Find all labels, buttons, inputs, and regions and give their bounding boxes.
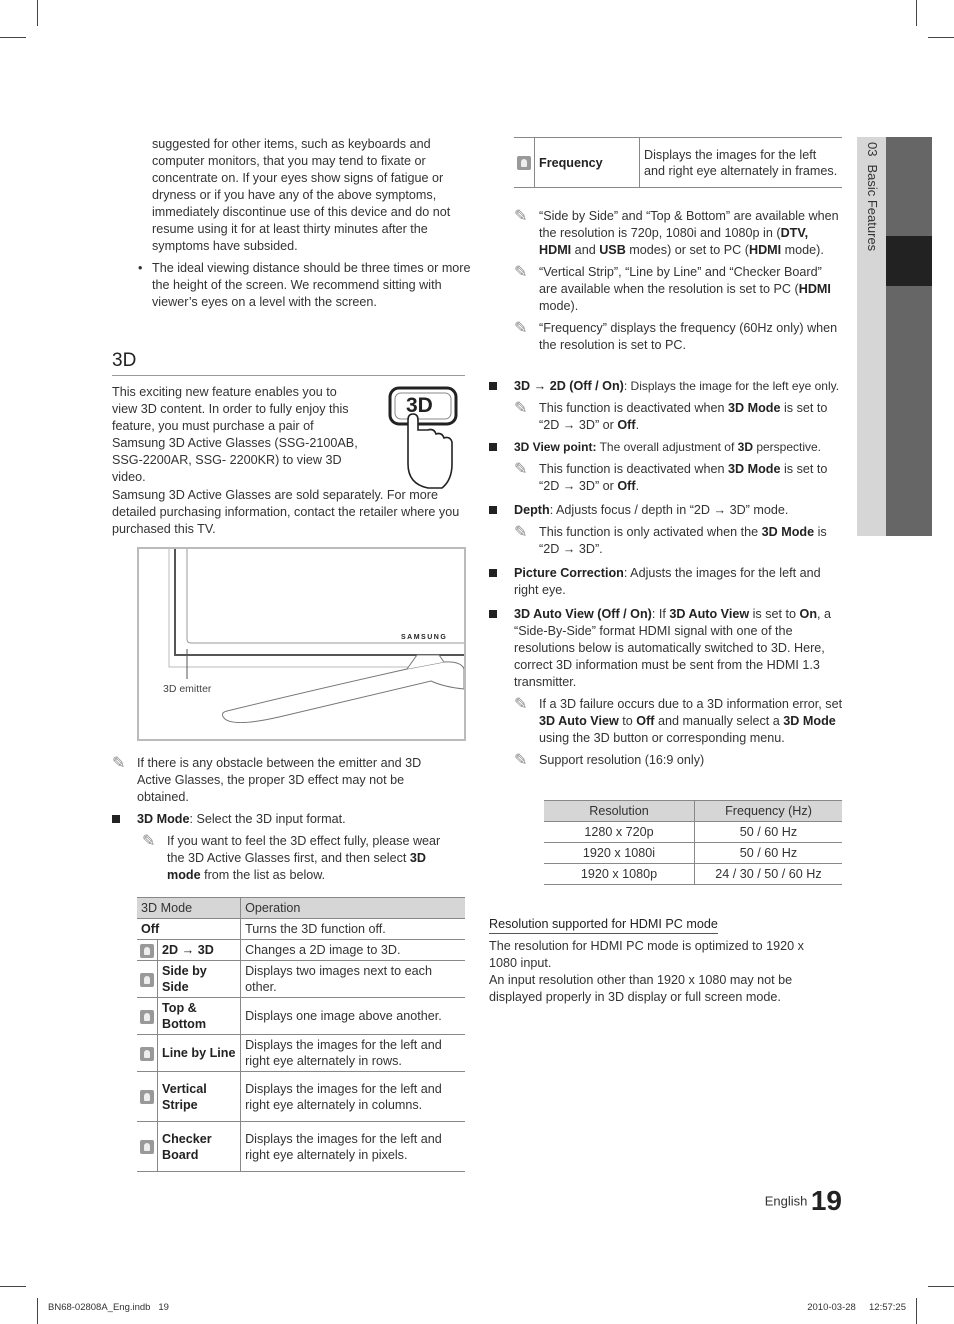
- mode-2d-3d: 2D → 3D: [158, 940, 241, 961]
- hdmi-pc-p1: The resolution for HDMI PC mode is optimized to 1920 x 1080 input.: [489, 939, 804, 970]
- res-cell: 1920 x 1080i: [544, 843, 695, 864]
- resolution-table: [544, 800, 842, 885]
- nav-d: and manually select a: [654, 714, 784, 728]
- res-cell: 1280 x 720p: [544, 822, 695, 843]
- bullet-dot: •: [138, 261, 143, 275]
- item-av-a: : If: [651, 607, 670, 621]
- crop-mark: [0, 1286, 26, 1287]
- mode-side-by-side-op: Displays two images next to each other.: [241, 961, 465, 998]
- nav-c: to: [618, 714, 637, 728]
- 3d-mode-table-wrap: [137, 897, 465, 1172]
- item-picture-correction: [489, 565, 843, 599]
- n2d-d: .: [635, 418, 640, 432]
- hdmi-pc-p2: An input resolution other than 1920 x 1080 may not be displayed properly in 3D display or full screen mode.: [489, 973, 793, 1004]
- note3-text: “Frequency” displays the frequency (60Hz only) when the resolution is set to PC.: [539, 321, 838, 352]
- item-av-d: , a “Side-By-Side” format HDMI signal with one of the resolutions below is automatically switched to 3D. Here, correct 3D information must be sent from the HDMI 1.3 transmitter.: [514, 607, 832, 689]
- pencil-note-icon: ✎: [112, 755, 126, 772]
- table-row: [137, 1122, 465, 1172]
- item-pc-desc: : Adjusts the images for the left and right eye.: [514, 566, 821, 597]
- right-items-block: [489, 378, 843, 769]
- nav-b1: 3D Auto View: [539, 714, 619, 728]
- chapter-title: Basic Features: [865, 164, 880, 252]
- square-bullet-icon: [489, 610, 497, 618]
- bullet-3d-mode: [112, 811, 442, 828]
- pencil-note-icon: ✎: [514, 320, 528, 337]
- feature-description: This exciting new feature enables you to view 3D content. In order to fully enjoy this feature, you must purchase a pair of Samsung 3D Active Glasses (SSG-2100AB, SSG-2200AR, SSG- 2200KR) to view 3D video.: [112, 385, 358, 484]
- table-header-row: [137, 898, 465, 919]
- item-vp-label: 3D View point:: [514, 440, 597, 454]
- nd-b1: 3D Mode: [761, 525, 815, 539]
- pencil-note-icon: ✎: [514, 461, 528, 478]
- freq-cell: 24 / 30 / 50 / 60 Hz: [695, 864, 843, 885]
- table-row: [544, 822, 842, 843]
- nvp-d: .: [635, 479, 640, 493]
- crop-mark: [0, 37, 26, 38]
- res-cell: 1920 x 1080p: [544, 864, 695, 885]
- table-row: [137, 1072, 465, 1122]
- bullet-text: The ideal viewing distance should be three times or more the height of the screen. We recommend sitting with viewer’s eyes on a level with the screen.: [152, 261, 471, 309]
- 3d-button-hand-icon: [384, 384, 464, 494]
- hdmi-pc-title: Resolution supported for HDMI PC mode: [489, 916, 718, 934]
- square-bullet-icon: [112, 815, 120, 823]
- item-vp-a: The overall adjustment of: [596, 440, 738, 454]
- table-row: [514, 138, 842, 188]
- note-wear-bold: 3D mode: [167, 851, 427, 882]
- section-heading-3d: [112, 350, 465, 376]
- crop-mark: [37, 0, 38, 26]
- table-row: [137, 961, 465, 998]
- glasses-sold-text: Samsung 3D Active Glasses are sold separately. For more detailed purchasing information, contact the retailer where you purchased this TV.: [112, 488, 460, 536]
- crop-mark: [928, 1286, 954, 1287]
- item-3d-view-point: [489, 439, 843, 456]
- mode-side-by-side: Side by Side: [158, 961, 241, 998]
- n2d-a: This function is deactivated when: [539, 401, 729, 415]
- note-obstacle: [112, 755, 442, 806]
- intro-continued: [138, 136, 471, 311]
- mode-checker-board: Checker Board: [158, 1122, 241, 1172]
- pencil-note-icon: ✎: [514, 752, 528, 769]
- mode-frequency-op: Displays the images for the left and right eye alternately in frames.: [640, 138, 843, 188]
- table-header-row: [544, 801, 842, 822]
- note-depth: [514, 524, 843, 558]
- right-notes-block: [514, 208, 842, 354]
- header-3d-mode: 3D Mode: [137, 898, 241, 919]
- hdmi-pc-section: [489, 916, 829, 1006]
- note1-b1: DTV, HDMI: [539, 226, 809, 257]
- 3d-mode-label: 3D Mode: [137, 812, 190, 826]
- n2d-b1: 3D Mode: [728, 401, 781, 415]
- note2-a: “Vertical Strip”, “Line by Line” and “Checker Board” are available when the resolution is set to PC (: [539, 265, 822, 296]
- table-row: [137, 1035, 465, 1072]
- item-av-label: 3D Auto View (Off / On): [514, 607, 652, 621]
- button-3d-label: 3D: [406, 394, 433, 417]
- pencil-note-icon: ✎: [514, 696, 528, 713]
- side-tab-text: [862, 142, 882, 342]
- note-wear-post: from the list as below.: [200, 868, 326, 882]
- square-bullet-icon: [489, 569, 497, 577]
- table-row: [137, 919, 465, 940]
- note-3d-to-2d: [514, 400, 843, 434]
- pencil-note-icon: ✎: [514, 264, 528, 281]
- table-row: [544, 843, 842, 864]
- top-bottom-icon: [140, 1010, 154, 1024]
- resolution-table-wrap: [544, 800, 842, 885]
- note-wear-pre: If you want to feel the 3D effect fully, please wear the 3D Active Glasses first, and then select: [167, 834, 441, 865]
- square-bullet-icon: [489, 506, 497, 514]
- note-view-point: [514, 461, 843, 495]
- frequency-table: [514, 137, 842, 188]
- note1-d: modes) or set to PC (: [625, 243, 749, 257]
- note1-e: mode).: [781, 243, 824, 257]
- note-obstacle-text: If there is any obstacle between the emitter and 3D Active Glasses, the proper 3D effect may not be obtained.: [137, 756, 422, 804]
- item-depth-desc: : Adjusts focus / depth in “2D → 3D” mode.: [549, 503, 789, 517]
- vertical-stripe-icon: [140, 1090, 154, 1104]
- chapter-number: 03: [865, 142, 880, 157]
- mode-2d-3d-op: Changes a 2D image to 3D.: [241, 940, 465, 961]
- table-row: [137, 998, 465, 1035]
- table-row: [137, 940, 465, 961]
- language-label: English: [764, 1193, 808, 1209]
- freq-cell: 50 / 60 Hz: [695, 822, 843, 843]
- nd-c: is “2D → 3D”.: [539, 525, 827, 556]
- nav-b2: Off: [636, 714, 655, 728]
- nvp-b1: 3D Mode: [728, 462, 781, 476]
- crop-mark: [916, 1298, 917, 1324]
- table-row: [544, 864, 842, 885]
- note1-b2: USB: [599, 243, 626, 257]
- section-title: 3D: [112, 350, 137, 371]
- square-bullet-icon: [489, 443, 497, 451]
- mode-vertical-stripe-op: Displays the images for the left and right eye alternately in columns.: [241, 1072, 465, 1122]
- frequency-icon: [517, 156, 531, 170]
- left-notes: [112, 755, 442, 884]
- item-3d-to-2d-label: 3D → 2D (Off / On): [514, 379, 624, 393]
- checker-board-icon: [140, 1140, 154, 1154]
- 3d-mode-table: [137, 897, 465, 1172]
- crop-mark: [37, 1298, 38, 1324]
- note1-a: “Side by Side” and “Top & Bottom” are available when the resolution is 720p, 1080i and 1080p in (: [539, 209, 839, 240]
- page-footer: [740, 1185, 842, 1219]
- item-av-b3: On: [799, 607, 818, 621]
- nd-a: This function is only activated when the: [539, 525, 762, 539]
- mode-vertical-stripe: Vertical Stripe: [158, 1072, 241, 1122]
- line-by-line-icon: [140, 1047, 154, 1061]
- continued-paragraph: suggested for other items, such as keyboards and computer monitors, that you may tend to fixate or concentrate on. If your eyes show signs of fatigue or dryness or if you have any of the above symptoms, immediately discontinue use of this device and do not resume using it for at least thirty minutes after the symptoms have subsided.: [152, 137, 451, 253]
- nvp-c: is set to “2D → 3D” or: [539, 462, 828, 493]
- side-by-side-icon: [140, 973, 154, 987]
- note2-b1: HDMI: [798, 282, 831, 296]
- frequency-table-wrap: [514, 137, 842, 188]
- item-pc-label: Picture Correction: [514, 566, 624, 580]
- note-wear-glasses: [142, 833, 442, 884]
- nvp-b2: Off: [617, 479, 636, 493]
- 2d-to-3d-icon: [140, 944, 154, 958]
- glasses-paragraph: [112, 487, 465, 538]
- item-av-c: is set to: [749, 607, 800, 621]
- note-auto-view: [514, 696, 843, 747]
- header-operation: Operation: [241, 898, 465, 919]
- nav-a: If a 3D failure occurs due to a 3D information error, set: [539, 697, 843, 711]
- nvp-a: This function is deactivated when: [539, 462, 729, 476]
- item-av-b2: 3D Auto View: [669, 607, 750, 621]
- pencil-note-icon: ✎: [514, 524, 528, 541]
- mode-checker-board-op: Displays the images for the left and right eye alternately in pixels.: [241, 1122, 465, 1172]
- item-3d-auto-view: [489, 606, 843, 691]
- mode-top-bottom: Top & Bottom: [158, 998, 241, 1035]
- file-info: BN68-02808A_Eng.indb 19: [48, 1302, 169, 1313]
- header-frequency: Frequency (Hz): [695, 801, 843, 822]
- pencil-note-icon: ✎: [514, 208, 528, 225]
- pencil-note-icon: ✎: [142, 833, 156, 850]
- mode-top-bottom-op: Displays one image above another.: [241, 998, 465, 1035]
- freq-cell: 50 / 60 Hz: [695, 843, 843, 864]
- viewing-distance-bullet: [138, 260, 476, 311]
- crop-mark: [928, 37, 954, 38]
- nav-b3: 3D Mode: [783, 714, 836, 728]
- note-frequency: [514, 320, 842, 354]
- tv-brand-logo: SAMSUNG: [401, 634, 448, 641]
- side-tab-dark: [886, 137, 932, 536]
- pencil-note-icon: ✎: [514, 400, 528, 417]
- item-vp-b2: 3D: [737, 440, 753, 454]
- n2d-b2: Off: [617, 418, 636, 432]
- mode-frequency: Frequency: [535, 138, 640, 188]
- 3d-mode-desc: : Select the 3D input format.: [189, 812, 346, 826]
- mode-line-by-line-op: Displays the images for the left and right eye alternately in rows.: [241, 1035, 465, 1072]
- print-timestamp: 2010-03-28 12:57:25: [807, 1302, 906, 1313]
- intro-3d-paragraph: [112, 384, 358, 486]
- note-support-resolution: [514, 752, 843, 769]
- n2d-c: is set to “2D → 3D” or: [539, 401, 828, 432]
- item-vp-c: perspective.: [752, 440, 822, 454]
- square-bullet-icon: [489, 382, 497, 390]
- note-side-by-side: [514, 208, 842, 259]
- header-resolution: Resolution: [544, 801, 695, 822]
- support-note-text: Support resolution (16:9 only): [539, 753, 705, 767]
- side-tab-marker: [886, 236, 932, 286]
- item-3d-to-2d: [489, 378, 843, 395]
- mode-line-by-line: Line by Line: [158, 1035, 241, 1072]
- tv-emitter-illustration: [137, 547, 466, 741]
- item-depth-label: Depth: [514, 503, 550, 517]
- nav-e: using the 3D button or corresponding menu.: [539, 731, 785, 745]
- item-depth: [489, 502, 843, 519]
- page-number: 19: [810, 1185, 842, 1216]
- note-vertical-strip: [514, 264, 842, 315]
- emitter-label: 3D emitter: [163, 683, 212, 695]
- mode-off-op: Turns the 3D function off.: [241, 919, 465, 940]
- item-3d-to-2d-desc: : Displays the image for the left eye only.: [623, 379, 840, 393]
- note1-c: and: [571, 243, 600, 257]
- mode-off: Off: [137, 919, 241, 940]
- note2-c: mode).: [539, 299, 579, 313]
- note1-b3: HDMI: [748, 243, 782, 257]
- crop-mark: [916, 0, 917, 26]
